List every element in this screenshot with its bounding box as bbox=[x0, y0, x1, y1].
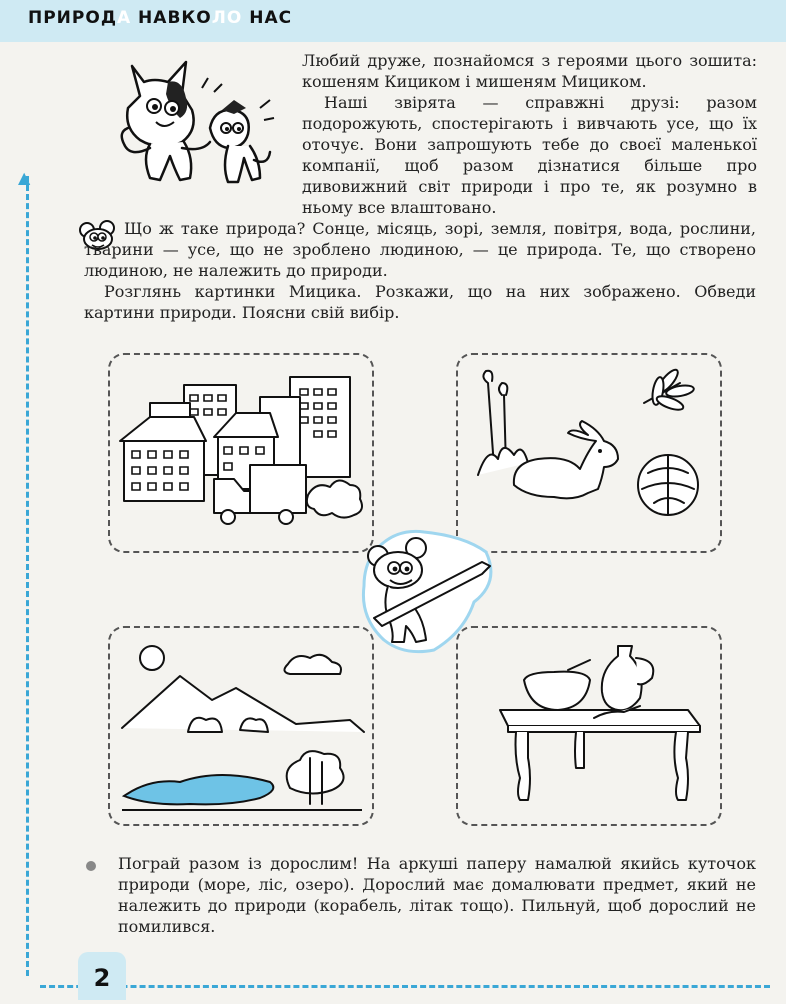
section-title: ПРИРОДА НАВКОЛО НАС bbox=[28, 8, 293, 28]
bottom-dashed-rail bbox=[40, 985, 770, 988]
cat-and-mouse-illustration bbox=[110, 48, 280, 198]
intro-paragraph-2: Наші звірята — справжні друзі: разом подорожують, спостерігають і вивчають усе, що їх оточує. Вони запрошують тебе до своєї маленької компанії, щоб разом дізнатися більше про дивовижний світ природи і про те, як розумно в ньому все влаштовано. bbox=[302, 93, 757, 217]
task-paragraph: Розглянь картинки Мицика. Розкажи, що на них зображено. Обведи картини природи. Поясни свій вибір. bbox=[84, 282, 756, 322]
picture-city[interactable] bbox=[108, 353, 374, 553]
page-number: 2 bbox=[78, 952, 126, 1000]
header-band bbox=[0, 0, 786, 42]
intro-paragraph-1: Любий друже, познайомся з героями цього зошита: кошеням Кициком і мишеням Мициком. bbox=[302, 51, 757, 91]
bullet-dot-icon bbox=[86, 861, 96, 871]
intro-text bbox=[302, 50, 757, 218]
mouse-with-pencil-illustration bbox=[354, 522, 502, 658]
definition-paragraph: Що ж таке природа? Сонце, місяць, зорі, земля, повітря, вода, рослини, тварини — усе, що не зроблено людиною, — це природа. Те, що створено людиною, не належить до природи. bbox=[84, 219, 756, 280]
game-text: Пограй разом із дорослим! На аркуші паперу намалюй якийсь куточок природи (море, ліс, озеро). Дорослий має домалювати предмет, який не належить до природи (корабель, літак тощо). Пильнуй, щоб дорослий не помилився. bbox=[118, 854, 756, 936]
arrow-up-icon: ▲ bbox=[18, 168, 31, 187]
left-dashed-rail bbox=[26, 176, 29, 976]
picture-landscape[interactable] bbox=[108, 626, 374, 826]
main-text bbox=[84, 218, 756, 323]
